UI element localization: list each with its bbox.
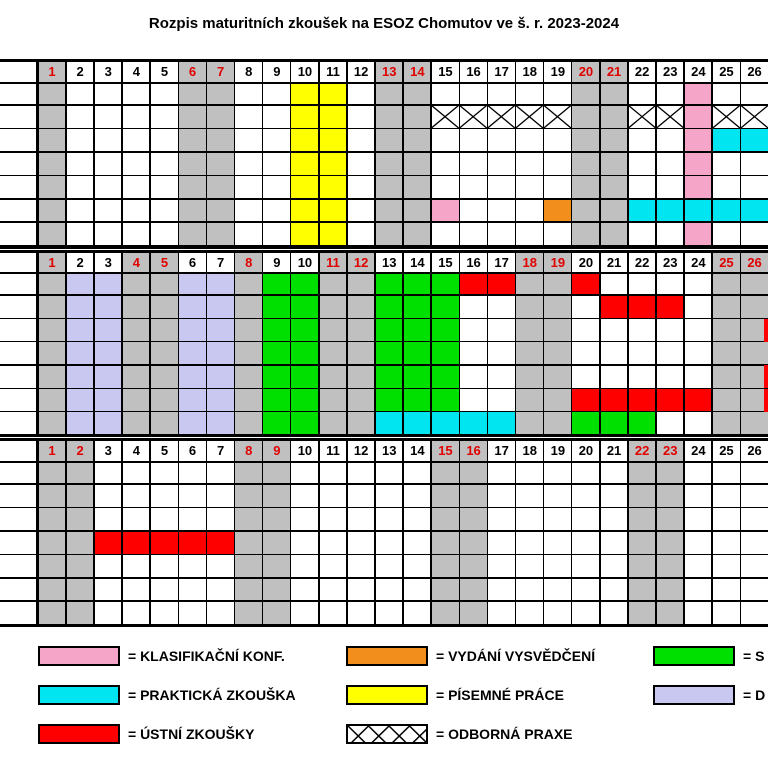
grid-vline [655,440,657,625]
grid-vline [683,440,685,625]
grid-vline [346,440,348,625]
grid-hline [0,507,768,509]
day-number: 4 [132,255,140,270]
day-number: 24 [691,255,706,270]
day-number: 12 [353,255,369,270]
day-number: 24 [691,64,706,79]
day-number: 6 [188,443,197,458]
day-number: 10 [297,64,313,79]
grid-vline [571,61,573,246]
grid-vline [627,252,629,435]
grid-vline [599,440,601,625]
grid-hline [0,624,768,627]
weekend-column [600,61,628,246]
legend-swatch-praxe [346,724,428,744]
day-number: 19 [550,255,566,270]
grid-vline [65,440,67,625]
day-number: 7 [217,64,225,79]
grid-vline [571,440,573,625]
grid-hline [0,577,768,579]
weekend-column [319,252,347,435]
day-number: 2 [76,255,84,270]
grid-vline [683,252,685,435]
pink-cell [684,222,712,245]
day-number: 17 [494,443,509,458]
day-number: 21 [606,64,622,79]
day-number: 25 [719,443,734,458]
green-cell [375,272,459,295]
grid-vline [543,252,545,435]
grid-vline [374,61,376,246]
weekend-column [235,252,263,435]
grid-vline [178,440,180,625]
page-title: Rozpis maturitních zkoušek na ESOZ Chomutov ve š. r. 2023-2024 [148,15,620,32]
day-number: 22 [634,255,650,270]
day-number: 17 [494,64,509,79]
day-number: 25 [719,64,734,79]
grid-vline-left [36,61,39,246]
grid-vline [65,61,67,246]
day-number: 1 [48,64,56,79]
grid-vline [178,252,180,435]
day-number: 25 [719,255,734,270]
grid-vline [543,61,545,246]
legend-swatch-orange [346,646,428,666]
grid-vline [121,440,123,625]
red-cell-partial [764,319,768,342]
grid-vline-left [36,252,39,435]
weekend-column [122,252,150,435]
day-number: 17 [494,255,509,270]
grid-vline [93,252,95,435]
day-number: 16 [466,443,481,458]
day-number: 7 [217,443,225,458]
day-number: 6 [188,64,197,79]
green-cell [375,365,459,388]
grid-vline [683,61,685,246]
day-number: 20 [578,443,594,458]
grid-vline [234,252,236,435]
day-number: 4 [132,64,140,79]
legend-swatch-pink [38,646,120,666]
grid-vline [206,252,208,435]
grid-vline-left [36,440,39,625]
pink-cell [684,152,712,175]
day-number: 26 [747,64,762,79]
grid-vline [262,252,264,435]
day-number: 18 [522,443,537,458]
grid-vline [206,440,208,625]
grid-hline [0,411,768,413]
weekend-column [38,61,66,246]
grid-vline [459,252,461,435]
grid-vline [318,61,320,246]
grid-vline [571,252,573,435]
section-separator [0,247,768,249]
grid-vline [290,61,292,246]
day-number: 11 [326,255,340,270]
grid-hline [0,104,768,106]
grid-hline [0,461,768,463]
legend-label: = ODBORNÁ PRAXE [436,726,573,742]
day-number: 20 [578,64,594,79]
grid-vline [149,61,151,246]
section-separator [0,435,768,437]
crosshatch-pattern [348,726,428,744]
grid-vline [487,61,489,246]
weekend-column [544,252,572,435]
grid-vline [430,252,432,435]
day-number: 19 [550,443,566,458]
day-number: 16 [466,255,481,270]
day-number: 4 [132,443,140,458]
grid-hline [0,483,768,485]
grid-vline [402,252,404,435]
grid-hline [0,530,768,532]
grid-vline [711,440,713,625]
green-cell [572,412,656,435]
grid-hline [0,175,768,177]
day-number: 10 [297,255,313,270]
grid-hline [0,151,768,153]
day-number: 13 [382,255,397,270]
grid-vline [206,61,208,246]
weekend-column [38,440,66,625]
day-number: 23 [663,64,678,79]
day-number: 21 [606,443,622,458]
grid-vline [374,252,376,435]
grid-vline [459,440,461,625]
day-number: 23 [663,443,678,458]
grid-vline [121,61,123,246]
red-cell [572,272,600,295]
grid-hline [0,198,768,200]
day-number: 1 [48,443,56,458]
day-number: 24 [691,443,706,458]
day-number: 12 [353,64,369,79]
day-number: 11 [326,443,340,458]
grid-vline [346,61,348,246]
day-number: 13 [382,64,397,79]
cyan-cell [375,412,516,435]
weekend-column [207,61,235,246]
pink-cell [684,176,712,199]
day-number: 8 [245,64,253,79]
day-number: 15 [438,64,453,79]
weekend-column [66,440,94,625]
day-number: 14 [410,443,425,458]
day-number: 13 [382,443,397,458]
grid-vline [515,252,517,435]
pink-cell [684,129,712,152]
day-number: 23 [663,255,678,270]
cyan-cell [628,199,768,222]
day-number: 9 [273,255,281,270]
grid-vline [149,440,151,625]
grid-vline [290,440,292,625]
weekend-column [263,440,291,625]
day-number: 21 [606,255,622,270]
grid-vline [374,440,376,625]
grid-hline [0,272,768,274]
grid-hline [0,600,768,602]
grid-vline [740,61,742,246]
day-number: 26 [747,443,762,458]
day-number: 19 [550,64,566,79]
grid-hline [0,294,768,296]
weekend-column [38,252,66,435]
day-number: 14 [410,255,425,270]
weekend-column [179,61,207,246]
legend-swatch-cyan [38,685,120,705]
grid-vline [711,61,713,246]
weekend-column [712,252,740,435]
grid-vline [711,252,713,435]
red-cell-partial [764,365,768,388]
grid-hline [0,221,768,223]
day-number: 16 [466,64,481,79]
grid-vline [515,440,517,625]
legend-label: = VYDÁNÍ VYSVĚDČENÍ [436,648,596,664]
legend-label: = D [743,687,766,703]
grid-vline [290,252,292,435]
weekend-column [347,252,375,435]
grid-vline [430,440,432,625]
legend-swatch-green [653,646,735,666]
grid-vline [459,61,461,246]
day-number: 1 [48,255,56,270]
weekend-column [431,440,459,625]
grid-vline [262,440,264,625]
grid-vline [599,61,601,246]
grid-hline [0,554,768,556]
green-cell [375,295,459,318]
grid-vline [487,252,489,435]
legend-label: = S [743,648,765,664]
grid-vline [655,61,657,246]
day-number: 7 [217,255,225,270]
day-number: 22 [634,443,650,458]
day-number: 26 [747,255,762,270]
weekend-column [516,252,544,435]
green-cell [375,342,459,365]
legend-label: = PÍSEMNÉ PRÁCE [436,687,564,703]
legend-label: = PRAKTICKÁ ZKOUŠKA [128,687,296,703]
legend-swatch-yellow [346,685,428,705]
grid-vline [627,61,629,246]
pink-cell [684,105,712,128]
grid-hline [0,318,768,320]
red-cell [94,531,235,554]
day-number: 20 [578,255,594,270]
grid-vline [234,440,236,625]
grid-hline [0,82,768,84]
legend-label: = KLASIFIKAČNÍ KONF. [128,648,285,664]
weekend-column [656,440,684,625]
weekend-column [403,61,431,246]
grid-vline [121,252,123,435]
grid-vline [318,440,320,625]
grid-vline [93,61,95,246]
weekend-column [150,252,178,435]
grid-vline [402,61,404,246]
legend-swatch-red [38,724,120,744]
grid-vline [93,440,95,625]
weekend-column [460,440,488,625]
day-number: 3 [104,64,112,79]
weekend-column [235,440,263,625]
day-number: 9 [273,64,281,79]
grid-vline [234,61,236,246]
day-number: 6 [188,255,197,270]
grid-vline [346,252,348,435]
grid-vline [627,440,629,625]
weekend-column [572,61,600,246]
grid-hline [0,128,768,130]
grid-vline [740,440,742,625]
day-number: 5 [160,443,169,458]
grid-vline [599,252,601,435]
day-number: 22 [634,64,650,79]
red-cell-partial [764,389,768,412]
day-number: 9 [273,443,281,458]
day-number: 3 [104,255,112,270]
legend-swatch-lavender [653,685,735,705]
grid-vline [543,440,545,625]
grid-vline [740,252,742,435]
grid-vline [262,61,264,246]
day-number: 18 [522,64,537,79]
day-number: 15 [438,443,453,458]
odborna-praxe-cell [431,105,572,128]
grid-vline [430,61,432,246]
day-number: 5 [160,64,169,79]
day-number: 5 [160,255,169,270]
grid-vline [402,440,404,625]
grid-vline [655,252,657,435]
day-number: 8 [245,255,253,270]
grid-vline [149,252,151,435]
day-number: 18 [522,255,537,270]
day-number: 3 [104,443,112,458]
orange-cell [544,199,572,222]
grid-hline [0,364,768,366]
day-number: 12 [353,443,369,458]
grid-vline [487,440,489,625]
day-number: 14 [410,64,425,79]
day-number: 15 [438,255,453,270]
day-number: 8 [245,443,253,458]
grid-hline [0,341,768,343]
green-cell [375,389,459,412]
grid-vline [515,61,517,246]
pink-cell [684,82,712,105]
grid-vline [178,61,180,246]
pink-cell [431,199,459,222]
weekend-column [375,61,403,246]
red-cell [600,295,684,318]
green-cell [375,319,459,342]
red-cell [572,389,713,412]
grid-hline [0,388,768,390]
grid-vline [65,252,67,435]
day-number: 2 [76,64,84,79]
legend-label: = ÚSTNÍ ZKOUŠKY [128,726,255,742]
day-number: 11 [326,64,340,79]
crosshatch-pattern [431,105,572,128]
grid-vline [318,252,320,435]
day-number: 10 [297,443,313,458]
weekend-column [628,440,656,625]
day-number: 2 [76,443,84,458]
